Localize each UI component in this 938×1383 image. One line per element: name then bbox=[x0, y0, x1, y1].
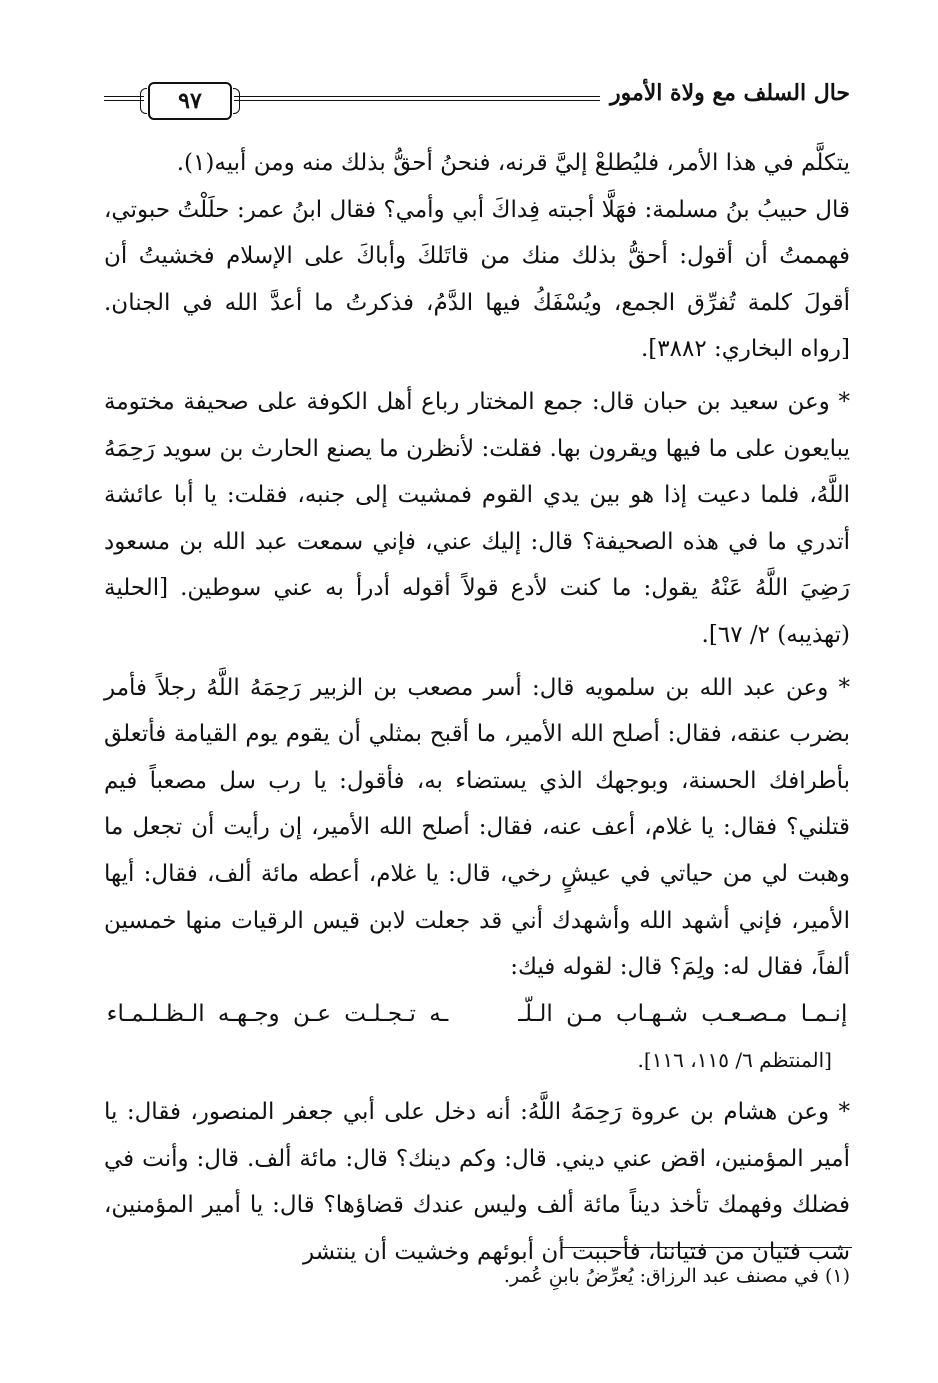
running-title: حال السلف مع ولاة الأمور bbox=[609, 80, 850, 106]
footnote-divider bbox=[562, 1247, 852, 1248]
verse-first-hemistich: إنـمـا مـصـعـب شـهـاب مـن الـلّـ bbox=[518, 1000, 848, 1027]
header-rule-short bbox=[104, 96, 144, 101]
paragraph-2: قال حبيبُ بنُ مسلمة: فهَلَّا أجبته فِداكَ أبي وأمي؟ فقال ابنُ عمر: حلَلْتُ حبوتي، فهممتُ أن أقول: أحقُّ بذلك منك من قاتَلكَ وأباكَ على الإسلام فخشيتُ أن أقولَ كلمة تُفرِّق الجمع، ويُسْفَكُ فيها الدَّمُ، فذكرتُ ما أعدَّ الله في الجنان. [رواه البخاري: ٣٨٨٢]. bbox=[104, 196, 850, 363]
paragraph-3: * وعن سعيد بن حبان قال: جمع المختار رباع أهل الكوفة على صحيفة مختومة يبايعون على ما فيها ويقرون بها. فقلت: لأنظرن ما يصنع الحارث بن سويد رَحِمَهُ اللَّهُ، فلما دعيت إذا هو بين يدي القوم فمشيت إلى جنبه، فقلت: يا أبا عائشة أتدري ما في هذه الصحيفة؟ قال: إليك عني، فإني سمعت عبد الله بن مسعود رَضِيَ اللَّهُ عَنْهُ يقول: ما كنت لأدع قولاً أقوله أدرأ به عني سوطين. [الحلية (تهذيبه) ٢/ ٦٧]. bbox=[104, 388, 850, 648]
body-text bbox=[104, 140, 850, 1276]
paragraph-1: يتكلَّم في هذا الأمر، فليُطلعْ إليَّ قرنه، فنحنُ أحقُّ بذلك منه ومن أبيه(١). bbox=[176, 150, 850, 176]
verse-citation: [المنتظم ٦/ ١١٥، ١١٦]. bbox=[637, 1047, 832, 1072]
header-rule bbox=[234, 96, 600, 101]
paragraph-5: * وعن هشام بن عروة رَحِمَهُ اللَّهُ: أنه دخل على أبي جعفر المنصور، فقال: يا أمير المؤمنين، اقض عني ديني. قال: وكم دينك؟ قال: مائة ألف. قال: وأنت في فضلك وفهمك تأخذ ديناً مائة ألف وليس عندك قضاؤها؟ قال: يا أمير المؤمنين، شب فتيان من فتياننا، فأحببت أن أبوئهم وخشيت أن ينتشر bbox=[104, 1099, 850, 1266]
page-number: ٩٧ bbox=[148, 82, 232, 120]
poetry-verse bbox=[104, 991, 850, 1037]
page-header bbox=[104, 66, 850, 132]
paragraph-4: * وعن عبد الله بن سلمويه قال: أسر مصعب بن الزبير رَحِمَهُ اللَّهُ رجلاً فأمر بضرب عنقه، فقال: أصلح الله الأمير، ما أقبح بمثلي أن يقوم يوم القيامة فأتعلق بأطرافك الحسنة، وبوجهك الذي يستضاء به، فأقول: يا رب سل مصعباً فيم قتلني؟ فقال: يا غلام، أعف عنه، فقال: أصلح الله الأمير، إن رأيت أن تجعل ما وهبت لي من حياتي في عيشٍ رخي، قال: يا غلام، أعطه مائة ألف، فقال: أيها الأمير، فإني أشهد الله وأشهدك أني قد جعلت لابن قيس الرقيات منها خمسين ألفاً، فقال له: ولِمَ؟ قال: لقوله فيك: bbox=[104, 674, 850, 981]
verse-second-hemistich: ـه تـجـلـت عـن وجـهـه الـظـلـمـاء bbox=[106, 1000, 449, 1027]
footnote: (١) في مصنف عبد الرزاق: يُعرِّضُ بابنِ عُمر. bbox=[503, 1265, 850, 1287]
